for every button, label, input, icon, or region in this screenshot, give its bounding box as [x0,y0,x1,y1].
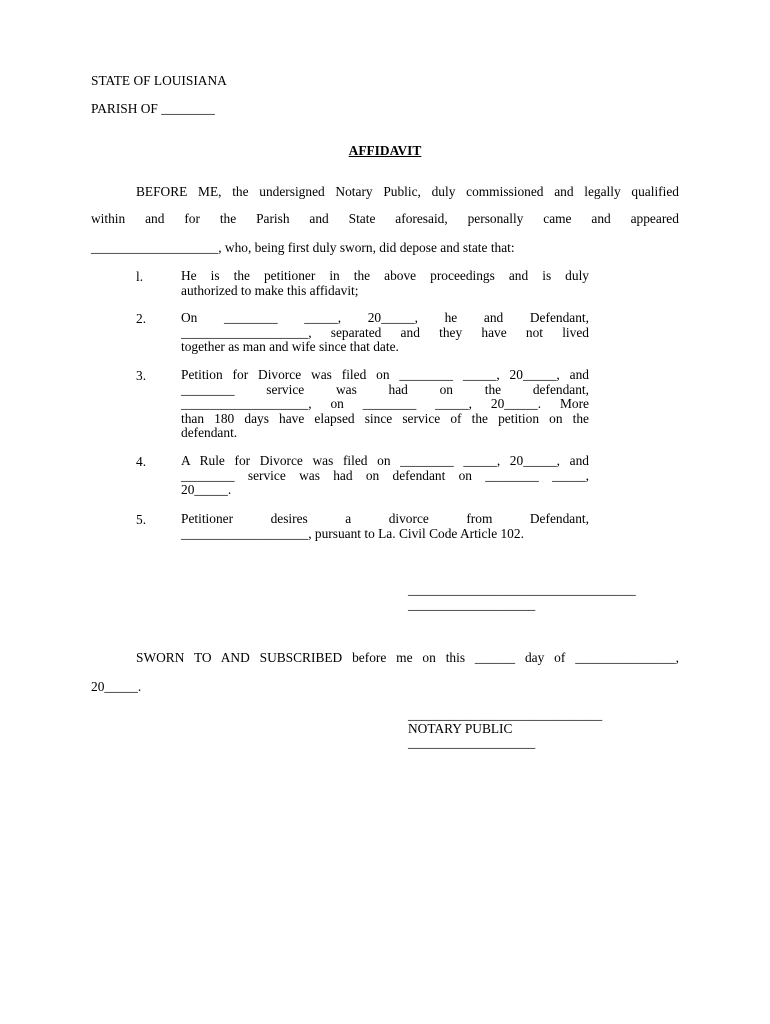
item-line: A Rule for Divorce was filed on ________ _____, 20_____, and [181,453,589,468]
intro-word: and [309,211,329,226]
intro-word: Parish [256,211,290,226]
item-line: than 180 days have elapsed since service of the petition on the [181,410,589,426]
item-line: ___________________, separated and they have not lived [181,324,589,340]
item-line: Petitioner desires a divorce from Defendant, [181,511,589,526]
item-number: 2. [136,311,147,326]
item-line: authorized to make this affidavit; [181,282,359,298]
item-text [181,512,589,541]
intro-word: and [145,211,165,226]
item-line: Petition for Divorce was filed on ________ _____, 20_____, and [181,367,589,382]
document-title: AFFIDAVIT [348,143,422,158]
intro-line-2 [91,211,679,227]
intro-word: State [348,211,376,226]
item-number: l. [136,269,144,284]
item-number: 3. [136,368,147,383]
item-text [181,311,589,355]
item-line: ___________________, on ________ _____, 20_____. More [181,396,589,412]
item-number: 5. [136,512,147,527]
notary-public-label: NOTARY PUBLIC [408,721,513,736]
intro-word: aforesaid, [395,211,448,226]
item-line: ________ service was had on defendant on ________ _____, [181,467,589,483]
item-line: together as man and wife since that date. [181,339,399,355]
item-line: ___________________, pursuant to La. Civil Code Article 102. [181,525,524,541]
intro-word: appeared [630,211,679,226]
sworn-statement-line-1: SWORN TO AND SUBSCRIBED before me on this ______ day of _______________, [136,650,679,665]
intro-word: for [184,211,200,226]
intro-line-3: ___________________, who, being first duly sworn, did depose and state that: [91,240,515,255]
item-line: ________ service was had on the defendant, [181,381,589,397]
item-line: On ________ _____, 20_____, he and Defendant, [181,310,589,325]
parish-heading: PARISH OF ________ [91,101,215,116]
affiant-name-line[interactable]: ___________________ [408,597,536,612]
item-text [181,454,589,498]
item-text [181,269,589,298]
sworn-statement-line-2: 20_____. [91,679,142,694]
state-heading: STATE OF LOUISIANA [91,73,227,88]
intro-word: the [219,211,237,226]
notary-commission-line[interactable]: ___________________ [408,735,536,750]
item-number: 4. [136,454,147,469]
affiant-signature-line[interactable]: __________________________________ [408,582,636,597]
item-line: He is the petitioner in the above proceedings and is duly [181,268,589,283]
intro-line-1: BEFORE ME, the undersigned Notary Public, duly commissioned and legally qualified [136,184,679,199]
notary-signature-line[interactable]: _____________________________ [408,707,603,722]
intro-word: personally [467,211,524,226]
item-text [181,368,589,441]
intro-word: came [543,211,572,226]
intro-word: and [591,211,611,226]
intro-word: within [91,211,126,226]
item-line: defendant. [181,425,238,441]
item-line: 20_____. [181,482,232,498]
